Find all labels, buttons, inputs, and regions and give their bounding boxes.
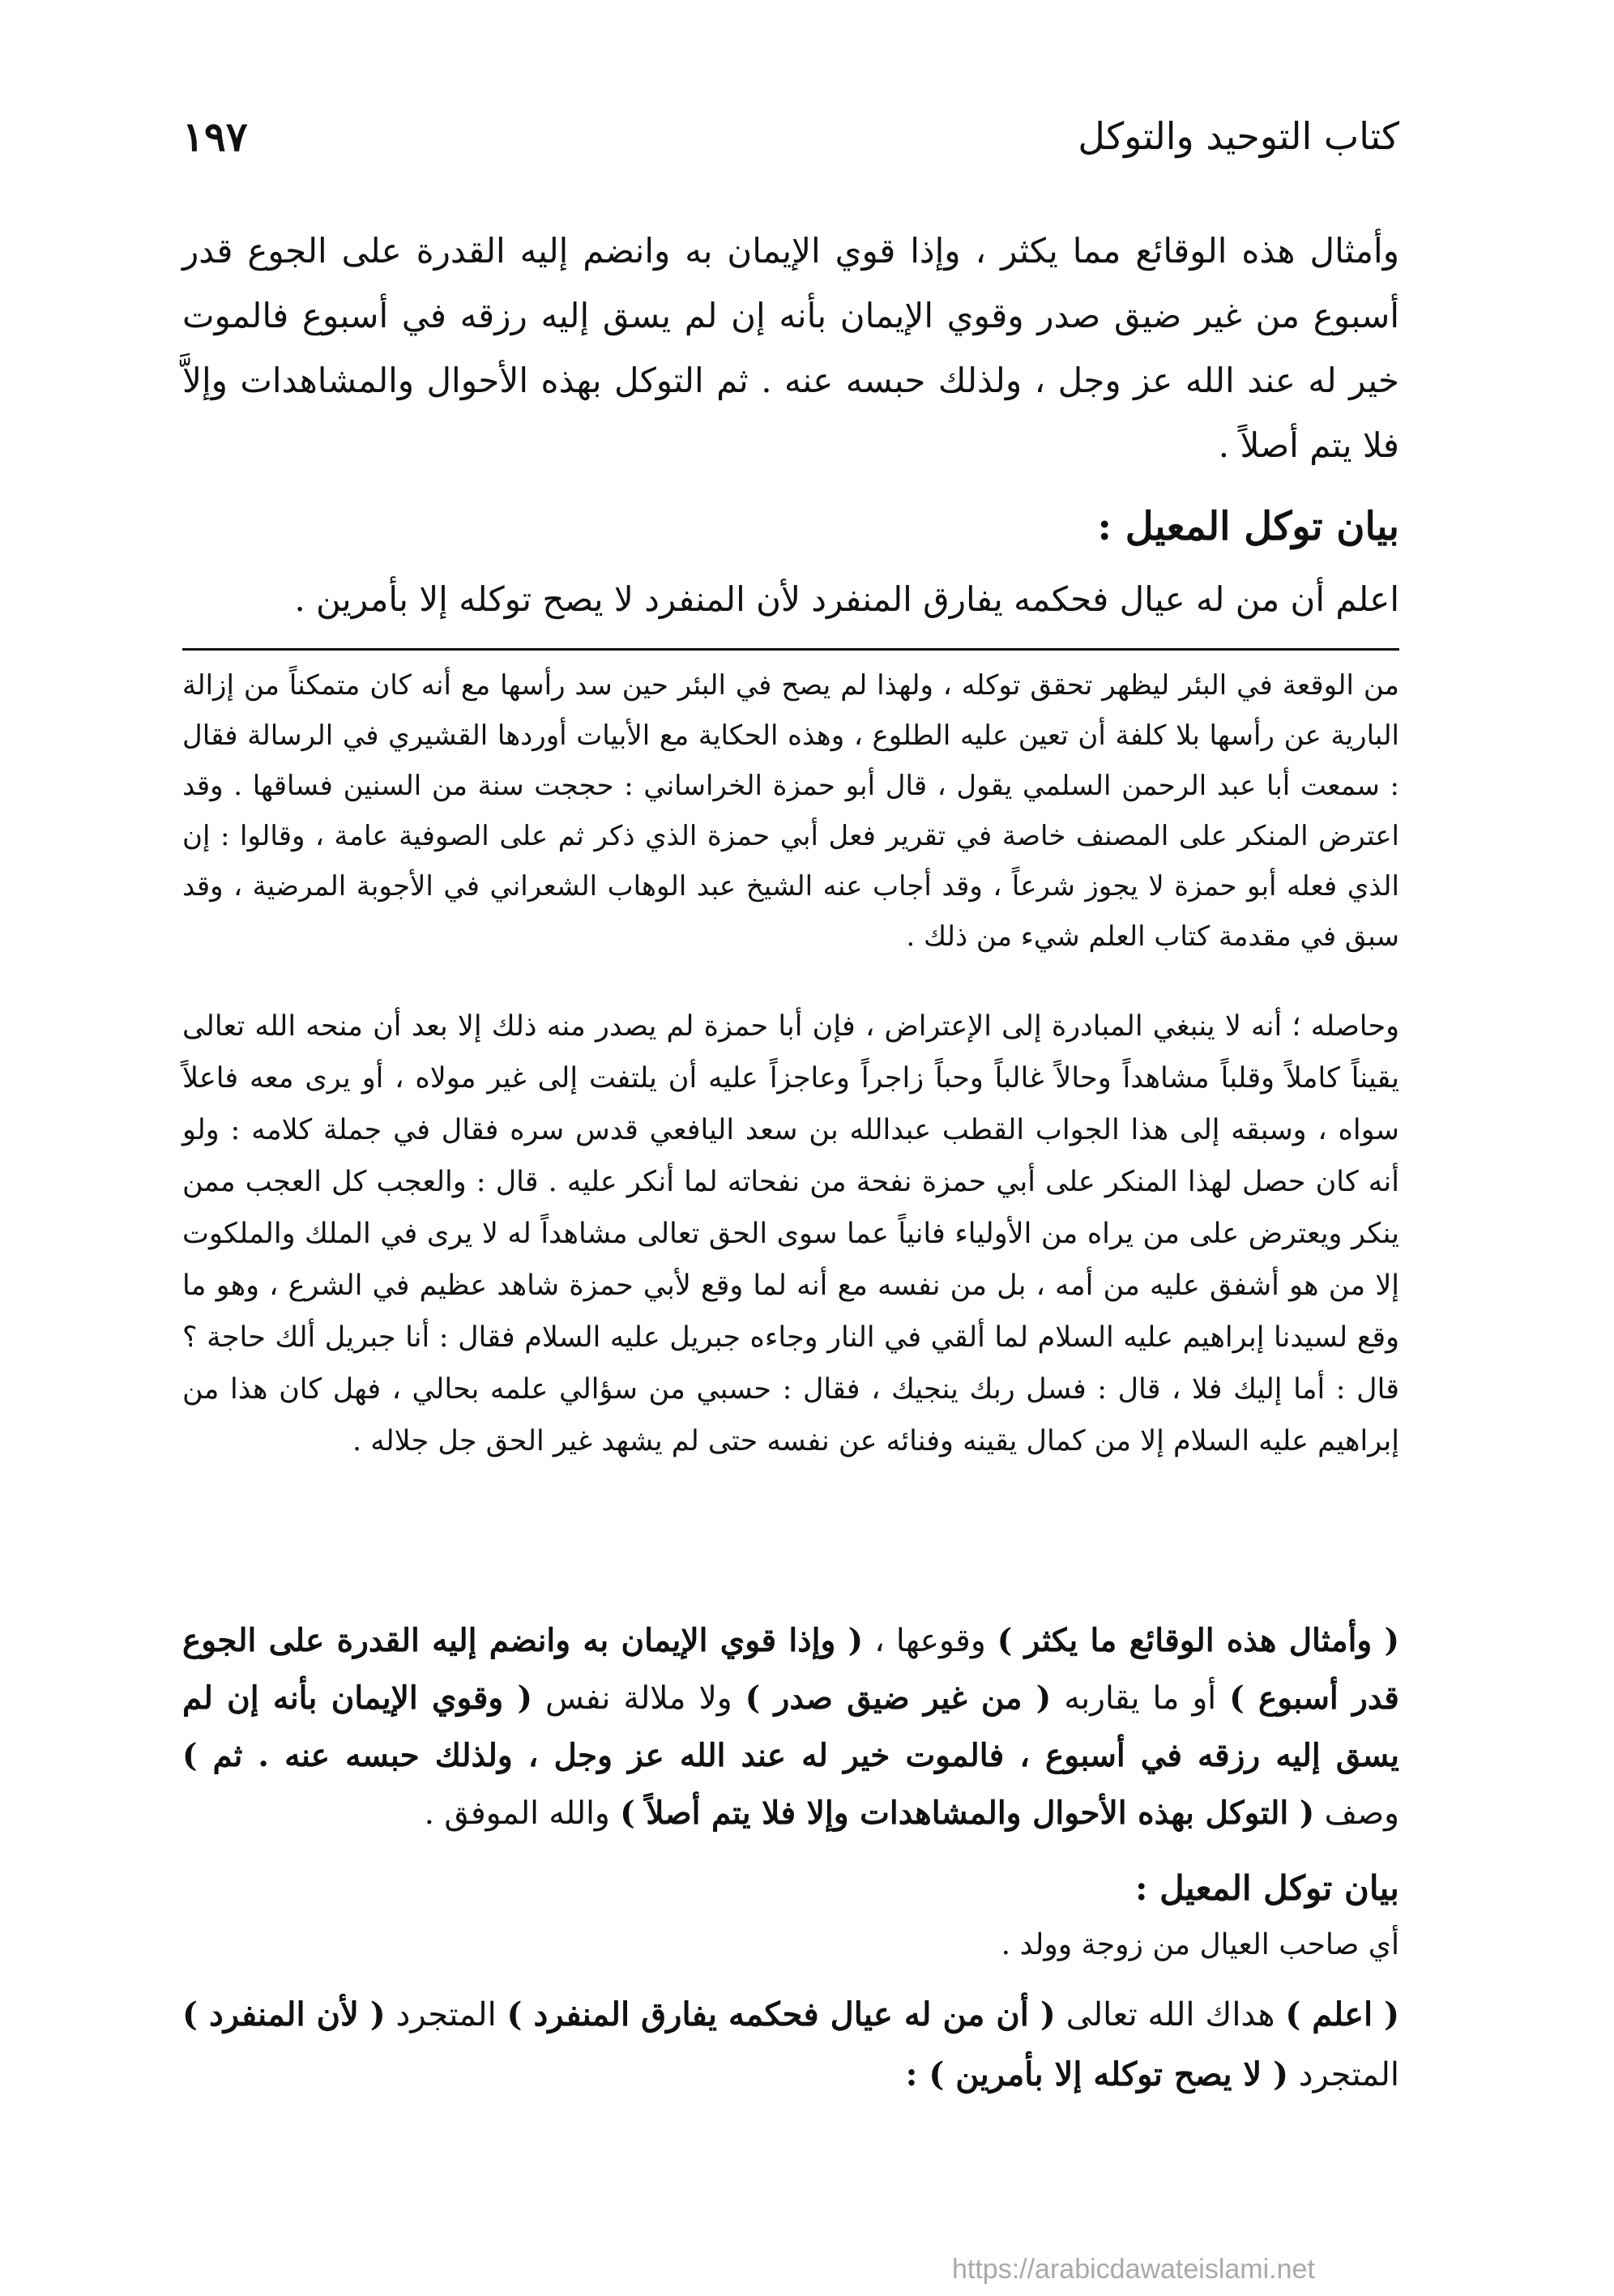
section-heading: بيان توكل المعيل :: [1097, 504, 1399, 549]
quoted-text: ( وقوي الإيمان بأنه إن لم يسق إليه رزقه في أسبوع ، فالموت خير له عند الله عز وجل ، ولذلك حبسه عنه . ثم ): [182, 1679, 1399, 1774]
quoted-text: ( لا يصح توكله إلا بأمرين ) :: [905, 2055, 1289, 2093]
commentary-text: هداك الله تعالى: [1065, 1996, 1275, 2034]
book-title: كتاب التوحيد والتوكل: [1078, 114, 1399, 158]
commentary-text: المتجرد: [395, 1996, 497, 2034]
commentary-text: أو ما يقاربه: [1064, 1680, 1217, 1717]
footnote-paragraph-2: وحاصله ؛ أنه لا ينبغي المبادرة إلى الإعتراض ، فإن أبا حمزة لم يصدر منه ذلك إلا بعد أن منحه الله تعالى يقيناً كاملاً وقلباً مشاهداً وحالاً غالباً وحباً زاجراً وعاجزاً عليه أن يلتفت إلى غير مولاه ، أو يرى معه فاعلاً سواه ، وسبقه إلى هذا الجواب القطب عبدالله بن سعد اليافعي قدس سره فقال في جملة كلامه : ولو أنه كان حصل لهذا المنكر على أبي حمزة نفحة من نفحاته لما أنكر عليه . قال : والعجب كل العجب ممن ينكر ويعترض على من يراه من الأولياء فانياً عما سوى الحق تعالى مشاهداً له لا يرى في الملك والملكوت إلا من هو أشفق عليه من أمه ، بل من نفسه مع أنه لما وقع لأبي حمزة شاهد عظيم في الشرع ، وهو ما وقع لسيدنا إبراهيم عليه السلام لما ألقي في النار وجاءه جبريل عليه السلام فقال : أنا جبريل ألك حاجة ؟ قال : أما إليك فلا ، قال : فسل ربك ينجيك ، فقال : حسبي من سؤالي علمه بحالي ، فهل كان هذا من إبراهيم عليه السلام إلا من كمال يقينه وفنائه عن نفسه حتى لم يشهد غير الحق جل جلاله .: [182, 1010, 1399, 1457]
quoted-text: ( التوكل بهذه الأحوال والمشاهدات وإلا فلا يتم أصلاً ): [620, 1795, 1315, 1832]
commentary-paragraph-1: [182, 1612, 1399, 1842]
commentary-text: وقوعها ،: [874, 1623, 986, 1659]
quoted-text: ( أن من له عيال فحكمه يفارق المنفرد ): [506, 1995, 1056, 2034]
quoted-text: ( من غير ضيق صدر ): [745, 1679, 1052, 1717]
footnote-paragraph-1: من الوقعة في البئر ليظهر تحقق توكله ، ولهذا لم يصح في البئر حين سد رأسها مع أنه كان متمكناً من إزالة البارية عن رأسها بلا كلفة أن تعين عليه الطلوع ، وهذه الحكاية مع الأبيات أوردها القشيري في الرسالة فقال : سمعت أبا عبد الرحمن السلمي يقول ، قال أبو حمزة الخراساني : حججت سنة من السنين فساقها . وقد اعترض المنكر على المصنف خاصة في تقرير فعل أبي حمزة الذي ذكر ثم على الصوفية عامة ، وقالوا : إن الذي فعله أبو حمزة لا يجوز شرعاً ، وقد أجاب عنه الشيخ عبد الوهاب الشعراني في الأجوبة المرضية ، وقد سبق في مقدمة كتاب العلم شيء من ذلك .: [182, 669, 1399, 953]
page-number: ١٩٧: [182, 112, 248, 160]
quoted-text: ( وأمثال هذه الوقائع ما يكثر ): [997, 1622, 1400, 1659]
commentary-heading: بيان توكل المعيل :: [1134, 1868, 1399, 1908]
quoted-text: ( اعلم ): [1285, 1995, 1400, 2034]
main-line: اعلم أن من له عيال فحكمه يفارق المنفرد لأن المنفرد لا يصح توكله إلا بأمرين .: [294, 579, 1399, 619]
source-url: https://arabicdawateislami.net: [952, 2254, 1315, 2285]
commentary-text: والله الموفق .: [424, 1795, 610, 1832]
commentary-text: ولا ملالة نفس: [545, 1680, 732, 1717]
footnote-divider: [182, 648, 1399, 651]
commentary-sub-line: أي صاحب العيال من زوجة وولد .: [1001, 1928, 1399, 1961]
page-header: [182, 104, 1399, 169]
commentary-text: المتجرد: [1298, 2056, 1399, 2093]
commentary-text: وصف: [1324, 1795, 1399, 1832]
quoted-text: ( لأن المنفرد ): [182, 1995, 386, 2034]
quoted-text: ( وإذا قوي الإيمان به وانضم إليه القدرة على الجوع قدر أسبوع ): [182, 1622, 1399, 1717]
commentary-paragraph-2: [182, 1985, 1399, 2105]
main-paragraph: وأمثال هذه الوقائع مما يكثر ، وإذا قوي الإيمان به وانضم إليه القدرة على الجوع قدر أسبوع من غير ضيق صدر وقوي الإيمان بأنه إن لم يسق إليه رزقه في أسبوع فالموت خير له عند الله عز وجل ، ولذلك حبسه عنه . ثم التوكل بهذه الأحوال والمشاهدات وإلاَّ فلا يتم أصلاً .: [182, 231, 1399, 465]
